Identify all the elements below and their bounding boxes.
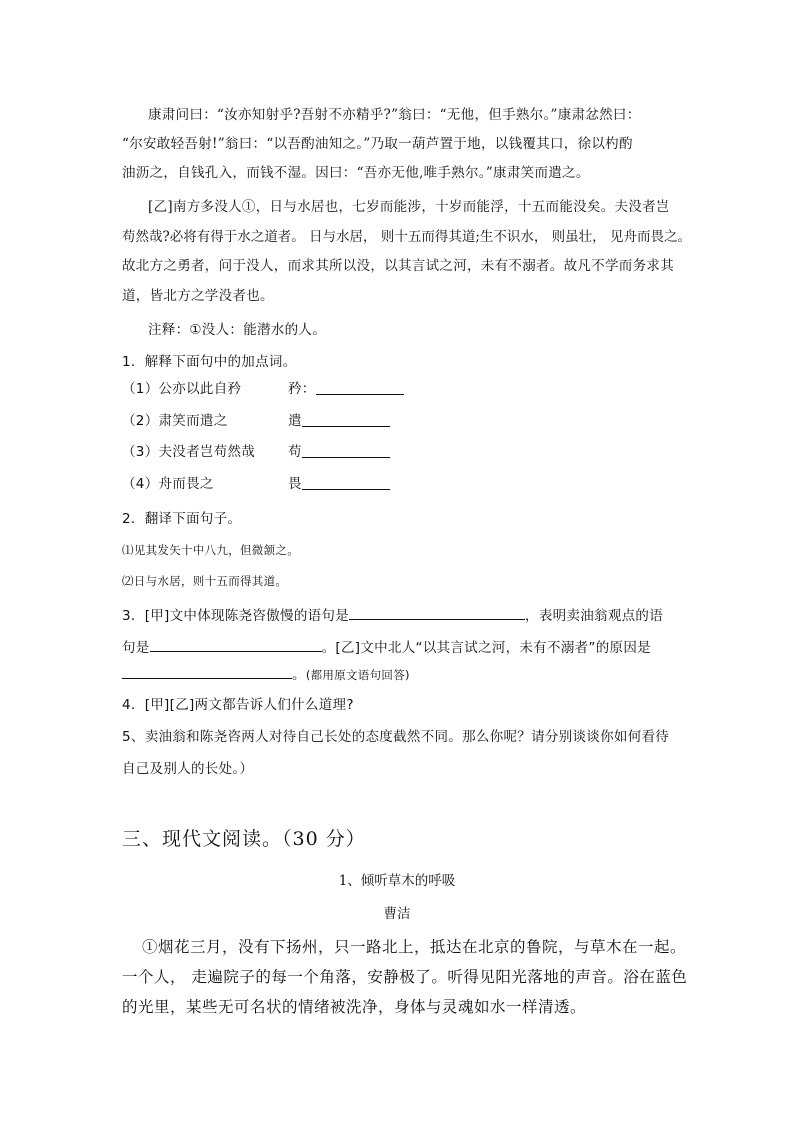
q3-line-1-continued: ，表明卖油翁观点的语 (525, 608, 664, 624)
q3-line-2 (122, 637, 651, 658)
section-3-heading: 三、现代文阅读。（30 分） (122, 828, 366, 850)
q3-line-3-note: (都用原文语句回答) (305, 668, 410, 682)
q3-blank-reason[interactable] (122, 664, 292, 679)
q2-item-2: ⑵日与水居，则十五而得其道。 (122, 574, 288, 588)
q1-item-1-answer-blank[interactable] (316, 380, 404, 395)
q3-line-3-period: 。 (292, 667, 306, 683)
q1-item-4-word: 畏 (288, 476, 302, 492)
q3-line-1-prompt: 3．[甲]文中体现陈尧咨傲慢的语句是 (122, 608, 350, 624)
q4-title: 4．[甲][乙]两文都告诉人们什么道理? (122, 697, 354, 713)
q1-item-2-sentence: （2）肃笑而遣之 (122, 413, 228, 429)
q1-item-4-answer-blank[interactable] (302, 475, 390, 490)
q1-item-2-answer-blank[interactable] (302, 412, 390, 427)
passage-jia-line-3: 油沥之，自钱孔入，而钱不湿。因曰：“吾亦无他,唯手熟尔。”康肃笑而遣之。 (122, 165, 590, 181)
passage-note: 注释：①没人：能潜水的人。 (148, 322, 327, 338)
q1-item-3-answer-blank[interactable] (302, 443, 390, 458)
q1-item-2-word: 遣 (288, 413, 302, 429)
passage-yi-line-2: 苟然哉?必将有得于水之道者。 日与水居， 则十五而得其道;生不识水， 则虽壮， 见舟而畏之。 (122, 229, 691, 245)
q3-line-1 (122, 605, 663, 626)
q5-line-2: 自己及别人的长处。） (122, 761, 254, 777)
q1-item-1-word: 矜： (288, 381, 316, 397)
q2-title: 2．翻译下面句子。 (122, 511, 242, 527)
article-para-line-3: 的光里，某些无可名状的情绪被洗净，身体与灵魂如水一样清透。 (122, 998, 587, 1016)
q1-item-4-sentence: （4）舟而畏之 (122, 476, 214, 492)
q3-line-3 (122, 664, 410, 685)
q1-title: 1．解释下面句中的加点词。 (122, 354, 297, 370)
article-para-line-2: 一个人， 走遍院子的每一个角落，安静极了。听得见阳光落地的声音。浴在蓝色 (122, 968, 688, 986)
q5-line-1: 5、卖油翁和陈尧咨两人对待自己长处的态度截然不同。那么你呢？请分别谈谈你如何看待 (122, 729, 670, 745)
q1-item-3-word: 苟 (288, 444, 302, 460)
passage-jia-line-2: “尔安敢轻吾射!”翁曰：“以吾酌油知之。”乃取一葫芦置于地，以钱覆其口，徐以杓酌 (122, 136, 633, 152)
passage-yi-line-4: 道，皆北方之学没者也。 (122, 288, 274, 304)
q3-line-2-continued: 。[乙]文中北人“以其言试之河，未有不溺者”的原因是 (321, 640, 651, 656)
q3-line-2-prompt: 句是 (122, 640, 150, 656)
q1-item-3-sentence: （3）夫没者岂苟然哉 (122, 444, 256, 460)
q3-blank-arrogance[interactable] (349, 605, 525, 620)
passage-yi-line-1: [乙]南方多没人①，日与水居也，七岁而能涉，十岁而能浮，十五而能没矣。夫没者岂 (148, 199, 670, 215)
article-title: 1、倾听草木的呼吸 (338, 873, 456, 889)
passage-yi-line-3: 故北方之勇者，问于没人，而求其所以没，以其言试之河，未有不溺者。故凡不学而务求其 (122, 258, 674, 274)
q3-blank-oil-seller-view[interactable] (150, 637, 322, 652)
article-author: 曹洁 (383, 906, 411, 922)
q2-item-1: ⑴见其发矢十中八九，但微颔之。 (122, 543, 299, 557)
passage-jia-line-1: 康肃问曰：“汝亦知射乎?吾射不亦精乎?”翁曰：“无他，但手熟尔。”康肃忿然曰： (148, 107, 641, 123)
article-para-line-1: ①烟花三月，没有下扬州，只一路北上，抵达在北京的鲁院，与草木在一起。 (142, 938, 687, 956)
q1-item-1-sentence: （1）公亦以此自矜 (122, 381, 242, 397)
